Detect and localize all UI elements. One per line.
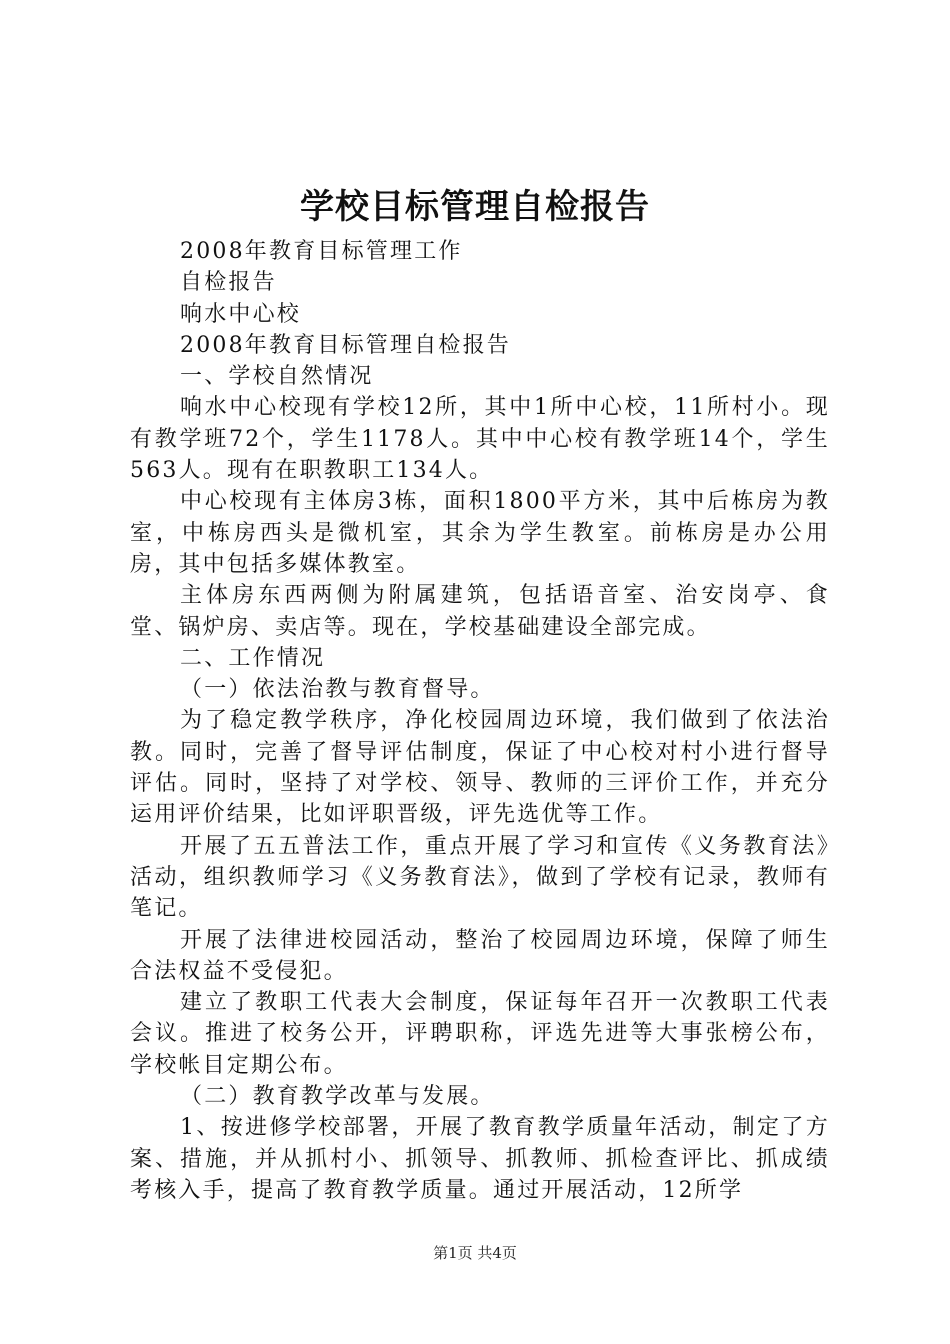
subsection-heading: （二）教育教学改革与发展。 [180, 1084, 495, 1110]
paragraph: 中心校现有主体房3栋，面积1800平方米，其中后栋房为教室，中栋房西头是微机室，其余为学生教室。前栋房是办公用房，其中包括多媒体教室。 [130, 489, 830, 577]
paragraph: 开展了法律进校园活动，整治了校园周边环境，保障了师生合法权益不受侵犯。 [130, 927, 830, 984]
paragraph: 为了稳定教学秩序，净化校园周边环境，我们做到了依法治教。同时，完善了督导评估制度，保证了中心校对村小进行督导评估。同时，坚持了对学校、领导、教师的三评价工作，并充分运用评价结果，比如评职晋级，评先选优等工作。 [130, 708, 830, 828]
paragraph: 2008年教育目标管理工作 [180, 239, 463, 264]
document-title: 学校目标管理自检报告 [300, 187, 650, 227]
subsection-heading: （一）依法治教与教育督导。 [180, 677, 495, 703]
paragraph: 响水中心校 [180, 301, 302, 327]
page-footer [0, 1243, 950, 1263]
paragraph: 响水中心校现有学校12所，其中1所中心校，11所村小。现有教学班72个，学生1178人。其中中心校有教学班14个，学生563人。现有在职教职工134人。 [130, 395, 830, 484]
paragraph: 建立了教职工代表大会制度，保证每年召开一次教职工代表会议。推进了校务公开，评聘职称，评选先进等大事张榜公布，学校帐目定期公布。 [130, 990, 830, 1078]
document-body [130, 236, 830, 1206]
paragraph: 开展了五五普法工作，重点开展了学习和宣传《义务教育法》活动，组织教师学习《义务教育法》，做到了学校有记录，教师有笔记。 [130, 833, 830, 922]
paragraph: 自检报告 [180, 270, 277, 296]
paragraph: 主体房东西两侧为附属建筑，包括语音室、治安岗亭、食堂、锅炉房、卖店等。现在，学校基础建设全部完成。 [130, 583, 830, 640]
paragraph: 2008年教育目标管理自检报告 [180, 332, 511, 358]
page-number: 第1页 [433, 1244, 473, 1262]
paragraph: 1、按进修学校部署，开展了教育教学质量年活动，制定了方案、措施，并从抓村小、抓领导、抓教师、抓检查评比、抓成绩考核入手，提高了教育教学质量。通过开展活动，12所学 [130, 1115, 830, 1203]
section-heading: 一、学校自然情况 [180, 364, 374, 390]
page-total: 共4页 [477, 1244, 517, 1262]
section-heading: 二、工作情况 [180, 645, 326, 671]
